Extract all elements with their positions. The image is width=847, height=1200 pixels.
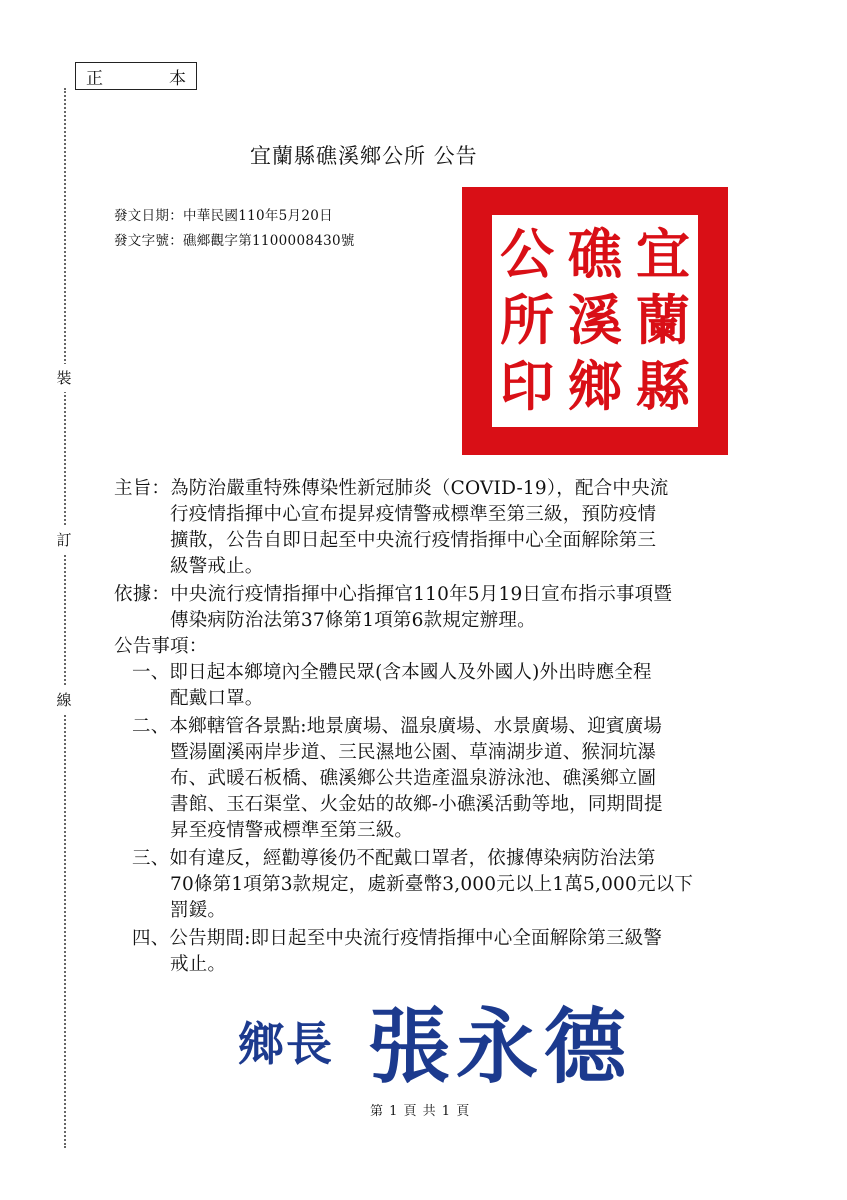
page-number: 第 1 頁 共 1 頁: [370, 1104, 471, 1119]
announcement-item-line: 戒止。: [170, 954, 227, 975]
announcement-item-line: 一、即日起本鄉境內全體民眾(含本國人及外國人)外出時應全程: [132, 662, 652, 683]
announcement-item-line: 暨湯圍溪兩岸步道、三民濕地公園、草湳湖步道、猴洞坑瀑: [170, 742, 657, 763]
basis-line: 傳染病防治法第37條第1項第6款規定辦理。: [170, 610, 536, 631]
announcement-items-header: 公告事項：: [114, 636, 208, 657]
seal-column: 礁 溪 鄉: [568, 222, 622, 418]
document-number: 發文字號：礁鄉觀字第1100008430號: [114, 233, 355, 249]
subject-line: 主旨：為防治嚴重特殊傳染性新冠肺炎（COVID-19），配合中央流: [114, 478, 669, 499]
basis-line: 依據：中央流行疫情指揮中心指揮官110年5月19日宣布指示事項暨: [114, 584, 673, 605]
seal-column: 宜 蘭 縣: [636, 222, 690, 418]
announcement-item-line: 四、公告期間:即日起至中央流行疫情指揮中心全面解除第三級警: [132, 928, 663, 949]
original-copy-box: [75, 62, 197, 90]
announcement-item-line: 三、如有違反，經勸導後仍不配戴口罩者，依據傳染病防治法第: [132, 848, 656, 869]
announcement-item-line: 配戴口罩。: [170, 688, 264, 709]
signature-name: 張永德: [368, 999, 633, 1095]
copy-box-char: 正: [86, 68, 103, 89]
subject-line: 行疫情指揮中心宣布提昇疫情警戒標準至第三級，預防疫情: [170, 504, 657, 525]
official-seal: [462, 187, 728, 455]
binding-mark: 訂: [52, 526, 76, 554]
signature-title: 鄉長: [238, 1017, 334, 1071]
announcement-item-line: 70條第1項第3款規定，處新臺幣3,000元以上1萬5,000元以下: [170, 874, 694, 895]
subject-line: 級警戒止。: [170, 556, 264, 577]
announcement-item-line: 罰鍰。: [170, 900, 227, 921]
announcement-item-line: 二、本鄉轄管各景點:地景廣場、溫泉廣場、水景廣場、迎賓廣場: [132, 716, 663, 737]
mayor-signature: [228, 980, 668, 1095]
subject-line: 擴散，公告自即日起至中央流行疫情指揮中心全面解除第三: [170, 530, 657, 551]
binding-margin-line: [64, 88, 66, 1148]
issue-date: 發文日期：中華民國110年5月20日: [114, 208, 333, 224]
announcement-item-line: 昇至疫情警戒標準至第三級。: [170, 820, 414, 841]
announcement-item-line: 布、武暖石板橋、礁溪鄉公共造產溫泉游泳池、礁溪鄉立圖: [170, 768, 657, 789]
document-title: 宜蘭縣礁溪鄉公所 公告: [250, 144, 478, 168]
announcement-item-line: 書館、玉石渠堂、火金姑的故鄉-小礁溪活動等地，同期間提: [170, 794, 663, 815]
binding-mark: 裝: [52, 364, 76, 392]
copy-box-char: 本: [169, 68, 186, 89]
binding-mark: 線: [52, 686, 76, 714]
seal-column: 公 所 印: [500, 222, 554, 418]
